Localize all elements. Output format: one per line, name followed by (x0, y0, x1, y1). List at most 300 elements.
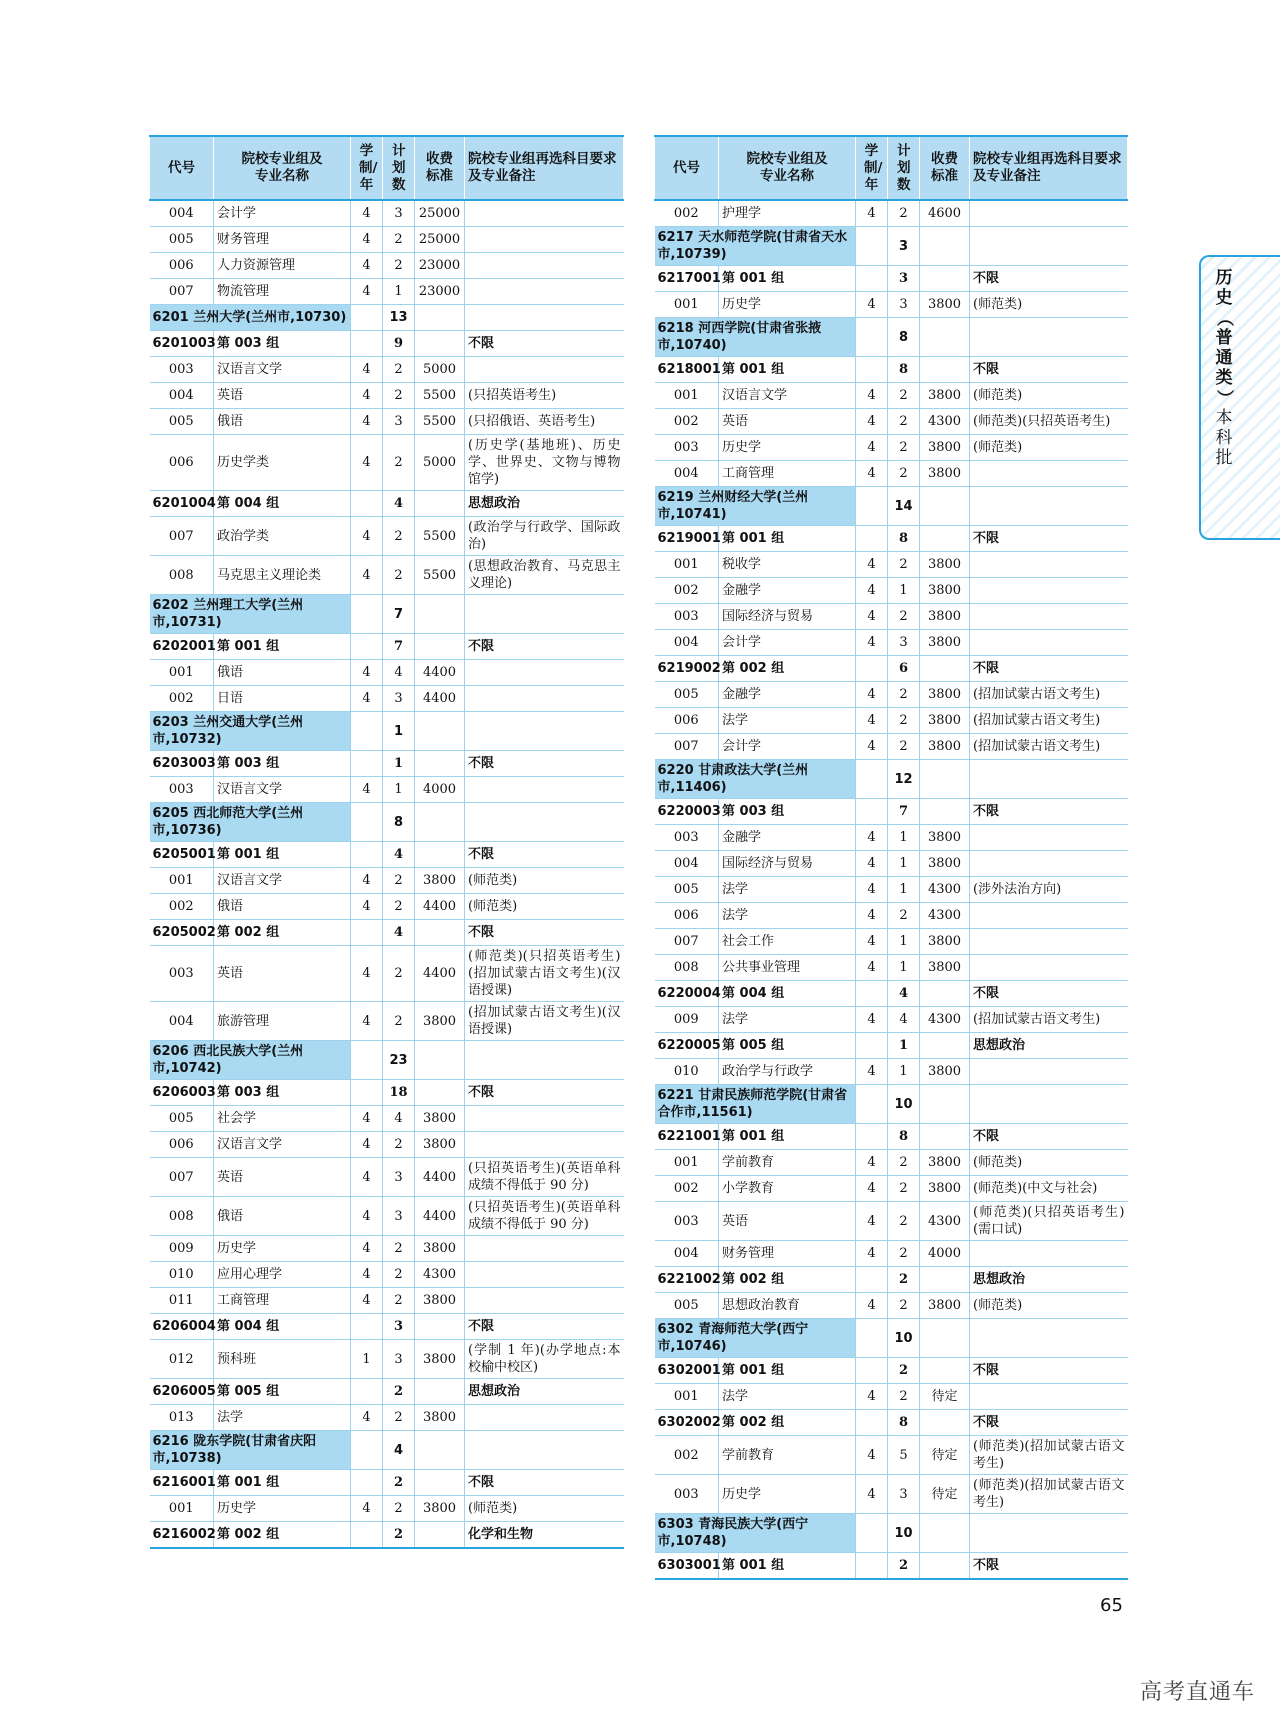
study-years: 4 (856, 825, 888, 851)
study-years: 4 (856, 1150, 888, 1176)
plan-count: 3 (383, 1158, 415, 1197)
fee-cell (415, 1431, 465, 1470)
major-code: 002 (655, 1436, 719, 1475)
study-years: 4 (856, 734, 888, 760)
group-row (150, 1314, 624, 1340)
major-row (655, 682, 1128, 708)
study-years: 4 (856, 1293, 888, 1319)
major-code: 008 (150, 556, 214, 595)
fee-cell (920, 1319, 970, 1358)
subject-requirement: 不限 (970, 981, 1128, 1007)
fee-cell (920, 526, 970, 552)
major-row (150, 894, 624, 920)
major-code: 007 (655, 734, 719, 760)
tuition-fee: 3800 (920, 708, 970, 734)
years-cell (856, 227, 888, 266)
study-years: 4 (351, 409, 383, 435)
tuition-fee: 3800 (415, 1496, 465, 1522)
plan-count: 2 (888, 435, 920, 461)
major-note: (学制 1 年)(办学地点:本校榆中校区) (465, 1340, 624, 1379)
major-note (970, 1059, 1128, 1085)
major-name: 汉语言文学 (214, 1132, 351, 1158)
study-years: 4 (351, 1236, 383, 1262)
group-name: 第 001 组 (214, 634, 351, 660)
major-code: 002 (150, 686, 214, 712)
major-name: 国际经济与贸易 (719, 851, 856, 877)
plan-count: 2 (383, 868, 415, 894)
note-cell (970, 318, 1128, 357)
plan-count: 4 (383, 842, 415, 868)
university-row (655, 1085, 1128, 1124)
plan-count: 3 (888, 292, 920, 318)
fee-cell (415, 1314, 465, 1340)
major-code: 003 (655, 825, 719, 851)
years-cell (856, 760, 888, 799)
major-name: 会计学 (719, 734, 856, 760)
major-code: 004 (655, 630, 719, 656)
fee-cell (415, 712, 465, 751)
tuition-fee: 5500 (415, 409, 465, 435)
major-note (970, 604, 1128, 630)
major-code: 010 (150, 1262, 214, 1288)
years-cell (856, 1319, 888, 1358)
plan-count: 2 (888, 1384, 920, 1410)
plan-count: 1 (888, 1033, 920, 1059)
note-cell (465, 1041, 624, 1080)
major-code: 010 (655, 1059, 719, 1085)
major-name: 学前教育 (719, 1150, 856, 1176)
major-code: 007 (150, 517, 214, 556)
major-note: (师范类)(只招英语考生) (970, 409, 1128, 435)
plan-count: 1 (383, 777, 415, 803)
group-name: 第 003 组 (214, 331, 351, 357)
major-code: 006 (150, 435, 214, 491)
major-name: 财务管理 (719, 1241, 856, 1267)
group-name: 第 001 组 (214, 1470, 351, 1496)
fee-cell (920, 656, 970, 682)
major-note (970, 929, 1128, 955)
tuition-fee: 4300 (920, 409, 970, 435)
years-cell (856, 799, 888, 825)
tuition-fee: 4400 (415, 1158, 465, 1197)
plan-count: 2 (888, 1176, 920, 1202)
plan-count: 2 (383, 1132, 415, 1158)
major-row (655, 1150, 1128, 1176)
years-cell (856, 1410, 888, 1436)
plan-count: 10 (888, 1319, 920, 1358)
header-plan: 计划数 (888, 136, 920, 200)
major-name: 国际经济与贸易 (719, 604, 856, 630)
major-row (150, 383, 624, 409)
major-name: 人力资源管理 (214, 253, 351, 279)
subject-requirement: 思想政治 (970, 1267, 1128, 1293)
major-name: 护理学 (719, 200, 856, 227)
note-cell (465, 1431, 624, 1470)
major-code: 001 (655, 383, 719, 409)
major-note: (师范类) (970, 383, 1128, 409)
plan-count: 7 (383, 634, 415, 660)
tuition-fee: 3800 (920, 825, 970, 851)
tuition-fee: 3800 (920, 1059, 970, 1085)
plan-count: 2 (888, 409, 920, 435)
subject-requirement: 思想政治 (465, 1379, 624, 1405)
major-note: (师范类) (465, 894, 624, 920)
tuition-fee: 4400 (415, 894, 465, 920)
years-cell (856, 1553, 888, 1580)
header-code: 代号 (655, 136, 719, 200)
major-note: (招加试蒙古语文考生) (970, 708, 1128, 734)
right-admission-table (654, 135, 1128, 1580)
major-row (655, 1241, 1128, 1267)
major-note: (只招英语考生) (465, 383, 624, 409)
group-code: 6220003 (655, 799, 719, 825)
group-row (655, 357, 1128, 383)
major-code: 003 (150, 777, 214, 803)
plan-count: 2 (888, 1150, 920, 1176)
tuition-fee: 3800 (920, 734, 970, 760)
tuition-fee: 4600 (920, 200, 970, 227)
major-note: (师范类)(招加试蒙古语文考生) (970, 1475, 1128, 1514)
study-years: 4 (856, 929, 888, 955)
left-table-body (150, 200, 624, 1548)
fee-cell (920, 227, 970, 266)
fee-cell (415, 491, 465, 517)
side-tab-batch: 本科批 (1215, 408, 1233, 468)
university-name: 6218 河西学院(甘肃省张掖市,10740) (655, 318, 856, 357)
side-tab-subtitle: 普通类 (1215, 328, 1233, 388)
major-name: 汉语言文学 (214, 357, 351, 383)
major-name: 社会工作 (719, 929, 856, 955)
major-row (150, 1496, 624, 1522)
group-row (655, 266, 1128, 292)
tuition-fee: 3800 (415, 1236, 465, 1262)
university-row (150, 595, 624, 634)
major-name: 金融学 (719, 578, 856, 604)
years-cell (856, 1124, 888, 1150)
plan-count: 1 (383, 279, 415, 305)
major-row (150, 253, 624, 279)
fee-cell (415, 1080, 465, 1106)
group-row (150, 1379, 624, 1405)
major-row (655, 955, 1128, 981)
tuition-fee: 5000 (415, 435, 465, 491)
fee-cell (920, 1033, 970, 1059)
major-code: 005 (150, 409, 214, 435)
group-code: 6203003 (150, 751, 214, 777)
years-cell (351, 751, 383, 777)
major-name: 日语 (214, 686, 351, 712)
subject-requirement: 不限 (465, 331, 624, 357)
major-note (465, 253, 624, 279)
major-row (150, 1197, 624, 1236)
major-note: (师范类)(只招英语考生)(招加试蒙古语文考生)(汉语授课) (465, 946, 624, 1002)
tuition-fee: 3800 (920, 1150, 970, 1176)
tuition-fee: 3800 (920, 955, 970, 981)
plan-count: 10 (888, 1085, 920, 1124)
years-cell (351, 1431, 383, 1470)
note-cell (465, 305, 624, 331)
plan-count: 8 (888, 318, 920, 357)
major-name: 英语 (719, 1202, 856, 1241)
plan-count: 2 (383, 1236, 415, 1262)
major-code: 003 (655, 604, 719, 630)
plan-count: 4 (888, 981, 920, 1007)
right-table-body (655, 200, 1128, 1579)
group-row (655, 1358, 1128, 1384)
major-code: 005 (655, 682, 719, 708)
major-row (655, 383, 1128, 409)
plan-count: 2 (383, 227, 415, 253)
university-name: 6219 兰州财经大学(兰州市,10741) (655, 487, 856, 526)
major-note: (招加试蒙古语文考生) (970, 1007, 1128, 1033)
plan-count: 23 (383, 1041, 415, 1080)
plan-count: 1 (888, 578, 920, 604)
fee-cell (920, 981, 970, 1007)
plan-count: 2 (383, 1379, 415, 1405)
plan-count: 2 (888, 1267, 920, 1293)
subject-requirement: 化学和生物 (465, 1522, 624, 1549)
major-note (970, 461, 1128, 487)
major-row (655, 877, 1128, 903)
major-name: 金融学 (719, 682, 856, 708)
plan-count: 2 (383, 517, 415, 556)
plan-count: 2 (888, 734, 920, 760)
major-row (655, 409, 1128, 435)
header-plan: 计划数 (383, 136, 415, 200)
major-row (655, 630, 1128, 656)
plan-count: 2 (383, 894, 415, 920)
tuition-fee: 3800 (415, 1106, 465, 1132)
major-code: 002 (655, 1176, 719, 1202)
major-code: 001 (150, 660, 214, 686)
tuition-fee: 3800 (920, 552, 970, 578)
subject-requirement: 不限 (970, 1358, 1128, 1384)
study-years: 4 (856, 383, 888, 409)
major-name: 历史学 (214, 1236, 351, 1262)
years-cell (856, 526, 888, 552)
years-cell (351, 634, 383, 660)
tuition-fee: 5500 (415, 556, 465, 595)
group-code: 6221002 (655, 1267, 719, 1293)
study-years: 4 (856, 708, 888, 734)
major-row (150, 409, 624, 435)
study-years: 4 (351, 435, 383, 491)
group-name: 第 002 组 (719, 656, 856, 682)
major-note (970, 825, 1128, 851)
plan-count: 3 (383, 409, 415, 435)
major-row (655, 929, 1128, 955)
major-row (150, 1132, 624, 1158)
group-row (655, 656, 1128, 682)
tuition-fee: 3800 (415, 868, 465, 894)
study-years: 1 (351, 1340, 383, 1379)
university-name: 6303 青海民族大学(西宁市,10748) (655, 1514, 856, 1553)
major-note (465, 279, 624, 305)
years-cell (856, 981, 888, 1007)
major-row (150, 1002, 624, 1041)
major-code: 001 (655, 292, 719, 318)
major-name: 俄语 (214, 894, 351, 920)
major-name: 英语 (719, 409, 856, 435)
major-note (970, 955, 1128, 981)
group-name: 第 001 组 (719, 526, 856, 552)
group-row (655, 1553, 1128, 1580)
major-name: 英语 (214, 383, 351, 409)
plan-count: 7 (383, 595, 415, 634)
major-row (655, 1384, 1128, 1410)
years-cell (351, 920, 383, 946)
header-note: 院校专业组再选科目要求及专业备注 (465, 136, 624, 200)
group-row (655, 1124, 1128, 1150)
years-cell (351, 305, 383, 331)
major-row (655, 604, 1128, 630)
study-years: 4 (856, 903, 888, 929)
header-note: 院校专业组再选科目要求及专业备注 (970, 136, 1128, 200)
major-row (655, 435, 1128, 461)
major-code: 005 (655, 1293, 719, 1319)
plan-count: 8 (383, 803, 415, 842)
major-code: 004 (655, 1241, 719, 1267)
plan-count: 3 (888, 1475, 920, 1514)
group-code: 6205001 (150, 842, 214, 868)
study-years: 4 (856, 1436, 888, 1475)
years-cell (351, 491, 383, 517)
study-years: 4 (856, 604, 888, 630)
study-years: 4 (856, 630, 888, 656)
tuition-fee: 4000 (415, 777, 465, 803)
tuition-fee: 3800 (920, 1176, 970, 1202)
major-code: 005 (655, 877, 719, 903)
subject-requirement: 不限 (465, 751, 624, 777)
plan-count: 10 (888, 1514, 920, 1553)
major-note (465, 1288, 624, 1314)
study-years: 4 (856, 578, 888, 604)
major-row (150, 357, 624, 383)
plan-count: 5 (888, 1436, 920, 1475)
university-name: 6221 甘肃民族师范学院(甘肃省合作市,11561) (655, 1085, 856, 1124)
university-row (150, 803, 624, 842)
major-name: 法学 (719, 708, 856, 734)
major-row (655, 903, 1128, 929)
university-name: 6216 陇东学院(甘肃省庆阳市,10738) (150, 1431, 351, 1470)
fee-cell (920, 1267, 970, 1293)
tuition-fee: 3800 (920, 578, 970, 604)
group-name: 第 003 组 (214, 751, 351, 777)
major-note: (只招英语考生)(英语单科成绩不得低于 90 分) (465, 1158, 624, 1197)
group-code: 6216002 (150, 1522, 214, 1549)
tuition-fee: 3800 (920, 851, 970, 877)
major-note: (师范类)(只招英语考生)(需口试) (970, 1202, 1128, 1241)
tuition-fee: 25000 (415, 200, 465, 227)
tuition-fee: 4300 (415, 1262, 465, 1288)
group-row (150, 751, 624, 777)
group-name: 第 001 组 (719, 357, 856, 383)
years-cell (856, 1358, 888, 1384)
group-row (150, 331, 624, 357)
university-row (655, 760, 1128, 799)
study-years: 4 (351, 946, 383, 1002)
major-name: 物流管理 (214, 279, 351, 305)
tuition-fee: 待定 (920, 1384, 970, 1410)
major-code: 006 (655, 903, 719, 929)
major-row (150, 946, 624, 1002)
tuition-fee: 3800 (920, 1293, 970, 1319)
plan-count: 8 (888, 1410, 920, 1436)
years-cell (856, 656, 888, 682)
fee-cell (415, 751, 465, 777)
years-cell (351, 1470, 383, 1496)
group-code: 6217001 (655, 266, 719, 292)
header-name: 院校专业组及专业名称 (214, 136, 351, 200)
group-name: 第 004 组 (214, 491, 351, 517)
major-code: 009 (150, 1236, 214, 1262)
study-years: 4 (351, 1132, 383, 1158)
years-cell (351, 842, 383, 868)
fee-cell (415, 305, 465, 331)
major-row (655, 200, 1128, 227)
group-row (150, 920, 624, 946)
major-note (465, 1405, 624, 1431)
watermark-text: 高考直通车 (1140, 1680, 1256, 1705)
study-years: 4 (856, 409, 888, 435)
major-row (655, 734, 1128, 760)
plan-count: 2 (383, 1288, 415, 1314)
major-row (655, 552, 1128, 578)
major-code: 013 (150, 1405, 214, 1431)
years-cell (856, 487, 888, 526)
group-row (150, 1522, 624, 1549)
tuition-fee: 待定 (920, 1436, 970, 1475)
note-cell (970, 487, 1128, 526)
fee-cell (920, 487, 970, 526)
fee-cell (415, 842, 465, 868)
major-note (465, 660, 624, 686)
study-years: 4 (351, 1288, 383, 1314)
group-row (150, 1470, 624, 1496)
study-years: 4 (351, 660, 383, 686)
major-row (150, 686, 624, 712)
major-note (970, 903, 1128, 929)
study-years: 4 (856, 1475, 888, 1514)
years-cell (351, 803, 383, 842)
major-code: 004 (655, 461, 719, 487)
study-years: 4 (351, 227, 383, 253)
plan-count: 1 (888, 825, 920, 851)
study-years: 4 (856, 877, 888, 903)
major-row (150, 435, 624, 491)
major-row (150, 1158, 624, 1197)
plan-count: 3 (888, 227, 920, 266)
plan-count: 4 (383, 491, 415, 517)
group-code: 6219001 (655, 526, 719, 552)
plan-count: 8 (888, 357, 920, 383)
major-name: 工商管理 (719, 461, 856, 487)
university-row (150, 305, 624, 331)
group-name: 第 005 组 (214, 1379, 351, 1405)
tuition-fee: 4400 (415, 946, 465, 1002)
group-name: 第 004 组 (214, 1314, 351, 1340)
major-row (150, 868, 624, 894)
group-code: 6201004 (150, 491, 214, 517)
years-cell (351, 595, 383, 634)
major-code: 002 (655, 200, 719, 227)
major-row (655, 708, 1128, 734)
group-code: 6302001 (655, 1358, 719, 1384)
tuition-fee: 3800 (920, 929, 970, 955)
major-note: (师范类)(中文与社会) (970, 1176, 1128, 1202)
major-row (655, 825, 1128, 851)
tuition-fee: 4400 (415, 1197, 465, 1236)
